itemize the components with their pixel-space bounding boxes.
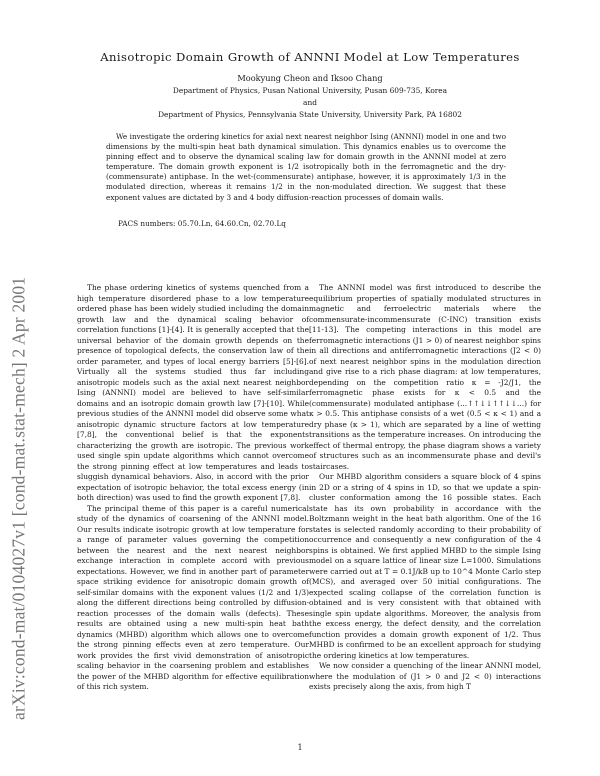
paragraph: The phase ordering kinetics of systems quenched from a high temperature disordered phase to a low temperature ordered phase has been widely studied including the domain growth law and the dynamical scaling behavior of correlation functions [1]-[4]. It is generally accepted that the universal behavior of the domain growth depends on the presence of topological defects, the conservation law of the order parameter, and types of local energy barriers [5]-[6]. Virtually all the systems studied thus far including anisotropic models such as the axial next nearest neighbor Ising (ANNNI) model are believed to have self-similar domains and an isotropic domain growth law [7]-[10]. While previous studies of the ANNNI model did observe some what anisotropic dynamic structure factors at low temperature [7,8], the conventional belief is that the exponents characterizing the growth are isotropic. The previous work used single spin update algorithms which cannot overcome the strong pinning effect at low temperatures and leads to sluggish dynamical behaviors. Also, in accord with the prior expectation of isotropic behavior, the total excess energy (in both direction) was used to find the growth exponent [7,8]. [77,283,309,502]
paper-title: Anisotropic Domain Growth of ANNNI Model at Low Temperatures [100,50,520,64]
paragraph: Our MHBD algorithm considers a square block of 4 spins in 2D or a string of 4 spins in 1D, so that we update a spin-cluster conformation among the 16 possible states. Each state has its own probability in accordance with the Boltzmann weight in the heat bath algorithm. One of the 16 states is selected randomly according to their probability of occurrence and consequently a new configuration of the 4 spins is obtained. We first applied MHBD to the simple Ising model on a square lattice of linear size L=1000. Simulations were carried out at T = 0.1J/kB up to 10^4 Monte Carlo step (MCS), and averaged over 50 initial configurations. The expected scaling collapse of the correlation function is obtained and is very consistent with that obtained with single spin update algorithms. Moreover, the analysis from the excess energy, the defect density, and the correlation function provides a domain growth exponent of 1/2. Thus MHBD is confirmed to be an excellent approach for studying the ordering kinetics at low temperatures. [309,472,541,660]
affiliation-second: Department of Physics, Pennsylvania State University, University Park, PA 16802 [158,110,462,119]
page-number: 1 [297,743,303,752]
paper-authors: Mookyung Cheon and Iksoo Chang [237,73,383,83]
affiliation-first: Department of Physics, Pusan National University, Pusan 609-735, Korea [172,86,448,95]
paragraph: We now consider a quenching of the linear ANNNI model, where the modulation of (J1 > 0 and J2 < 0) interactions exists precisely along the axis, from high T [309,661,541,691]
affiliation-and: and [303,98,317,107]
left-column [77,283,309,693]
paragraph: The ANNNI model was first introduced to describe the equilibrium properties of spatially modulated structures in magnetic and ferroelectric materials where the commensurate-incommensurate (C-INC) transition exists [11-13]. The competing interactions in this model are ferromagnetic interactions (J1 > 0) of nearest neighbor spins in all directions and antiferromagnetic interactions (J2 < 0) of next nearest neighbor spins in the modulation direction and give rise to a rich phase diagram: at low temperatures, depending on the competition ratio κ = -J2/J1, the ferromagnetic phase exists for κ < 0.5 and the (commensurate) modulated antiphase (...↑↑↓↓↑↑↓↓...) for κ > 0.5. This antiphase consists of a wet (0.5 < κ < 1) and a dry phase (κ > 1), which are separated by a line of wetting transitions as the temperature increases. On introducing the effect of thermal entropy, the phase diagram shows a variety of structures such as an incommensurate phase and devil's staircases. [309,283,541,471]
paragraph: The principal theme of this paper is a careful numerical study of the dynamics of coarsening of the ANNNI model. Our results indicate isotropic growth at low temperature for a range of parameter values governing the competition between the nearest and the next nearest neighbor exchange interaction in complete accord with previous expectations. However, we find in another part of parameter space striking evidence for anisotropic domain growth of self-similar domains with the exponent values (1/2 and 1/3) along the different directions being controlled by diffusion-reaction processes of the domain walls (defects). These results are obtained using a new multi-spin heat bath dynamics (MHBD) algorithm which allows one to overcome the strong pinning effects even at zero temperature. Our work provides the first vivid demonstration of anisotropic scaling behavior in the coarsening problem and establishes the power of the MHBD algorithm for effective equilibration of this rich system. [77,503,309,691]
right-column [309,283,541,693]
arxiv-identifier: arXiv:cond-mat/0104027v1 [cond-mat.stat-mech] 2 Apr 2001 [8,276,29,720]
pacs-numbers: PACS numbers: 05.70.Ln, 64.60.Cn, 02.70.Lq [118,219,286,228]
abstract: We investigate the ordering kinetics for axial next nearest neighbor Ising (ANNNI) model in one and two dimensions by the multi-spin heat bath dynamical simulation. This dynamics enables us to overcome the pinning effect and to observe the dynamical scaling law for domain growth in the ANNNI model at zero temperature. The domain growth exponent is 1/2 isotropically both in the ferromagnetic and the dry-(commensurate) antiphase. In the wet-(commensurate) antiphase, however, it is approximately 1/3 in the modulated direction, whereas it remains 1/2 in the non-modulated direction. We suggest that these exponent values are dictated by 3 and 4 body diffusion-reaction processes of domain walls. [106,132,506,202]
